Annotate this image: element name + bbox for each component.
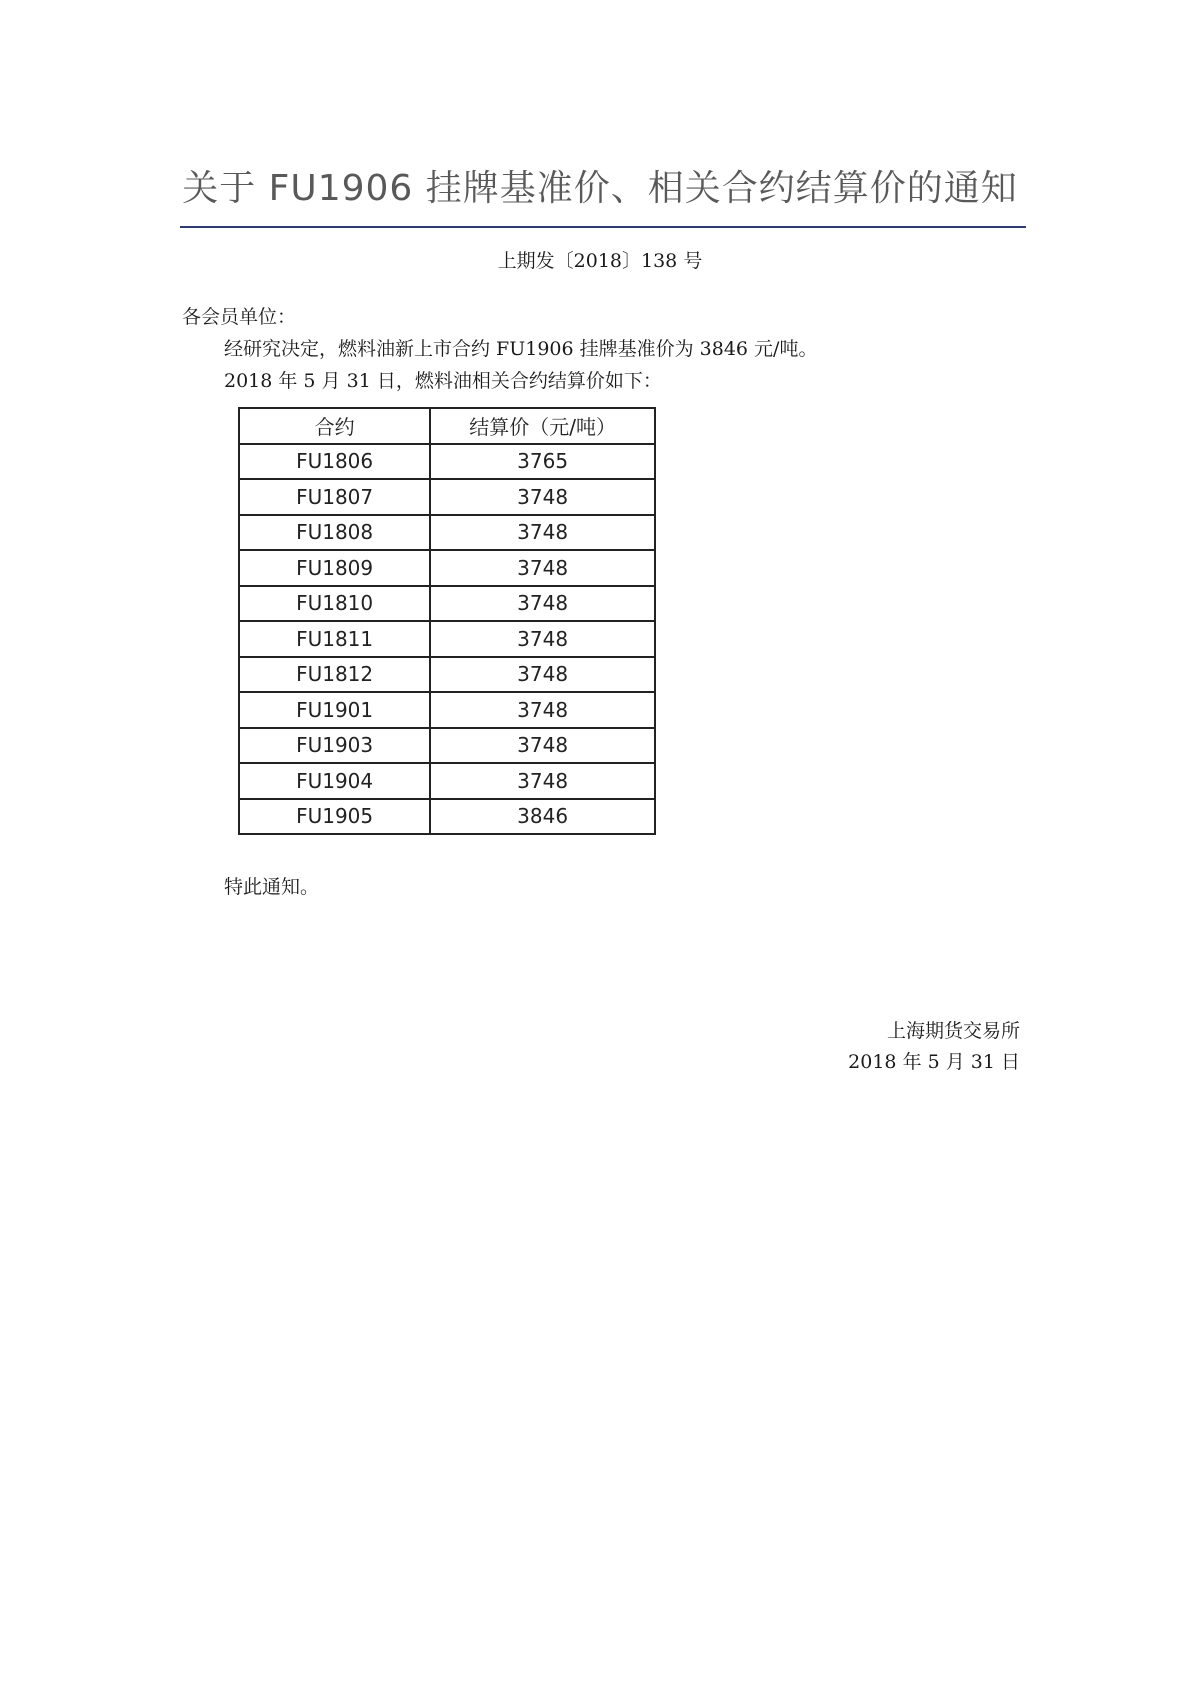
contract-cell: FU1903 — [239, 728, 430, 764]
table-row — [239, 763, 655, 799]
paragraph-settlement-intro: 2018 年 5 月 31 日，燃料油相关合约结算价如下： — [224, 370, 662, 392]
title-divider — [180, 226, 1026, 228]
price-cell: 3748 — [430, 763, 655, 799]
contract-cell: FU1904 — [239, 763, 430, 799]
salutation: 各会员单位： — [182, 306, 297, 328]
table-row — [239, 586, 655, 622]
table-row — [239, 444, 655, 480]
table-row — [239, 799, 655, 835]
signature-date: 2018 年 5 月 31 日 — [848, 1051, 1020, 1073]
price-cell: 3748 — [430, 479, 655, 515]
table-row — [239, 657, 655, 693]
table-row — [239, 728, 655, 764]
header-contract: 合约 — [239, 408, 430, 444]
settlement-price-table — [238, 407, 656, 835]
contract-cell: FU1806 — [239, 444, 430, 480]
table-row — [239, 692, 655, 728]
price-cell: 3748 — [430, 621, 655, 657]
contract-cell: FU1905 — [239, 799, 430, 835]
contract-cell: FU1901 — [239, 692, 430, 728]
header-settlement-price: 结算价（元/吨） — [430, 408, 655, 444]
price-cell: 3748 — [430, 692, 655, 728]
price-cell: 3748 — [430, 515, 655, 551]
table-row — [239, 621, 655, 657]
price-cell: 3748 — [430, 657, 655, 693]
contract-cell: FU1809 — [239, 550, 430, 586]
table-row — [239, 515, 655, 551]
document-number: 上期发〔2018〕138 号 — [497, 250, 703, 272]
contract-cell: FU1811 — [239, 621, 430, 657]
paragraph-base-price: 经研究决定，燃料油新上市合约 FU1906 挂牌基准价为 3846 元/吨。 — [224, 338, 818, 360]
price-cell: 3748 — [430, 586, 655, 622]
table-row — [239, 479, 655, 515]
document-title: 关于 FU1906 挂牌基准价、相关合约结算价的通知 — [182, 168, 1018, 209]
price-cell: 3846 — [430, 799, 655, 835]
signature-organization: 上海期货交易所 — [886, 1020, 1020, 1042]
price-cell: 3748 — [430, 728, 655, 764]
price-cell: 3765 — [430, 444, 655, 480]
price-cell: 3748 — [430, 550, 655, 586]
closing-remark: 特此通知。 — [224, 876, 320, 898]
contract-cell: FU1808 — [239, 515, 430, 551]
contract-cell: FU1812 — [239, 657, 430, 693]
table-header-row — [239, 408, 655, 444]
contract-cell: FU1810 — [239, 586, 430, 622]
contract-cell: FU1807 — [239, 479, 430, 515]
table-row — [239, 550, 655, 586]
